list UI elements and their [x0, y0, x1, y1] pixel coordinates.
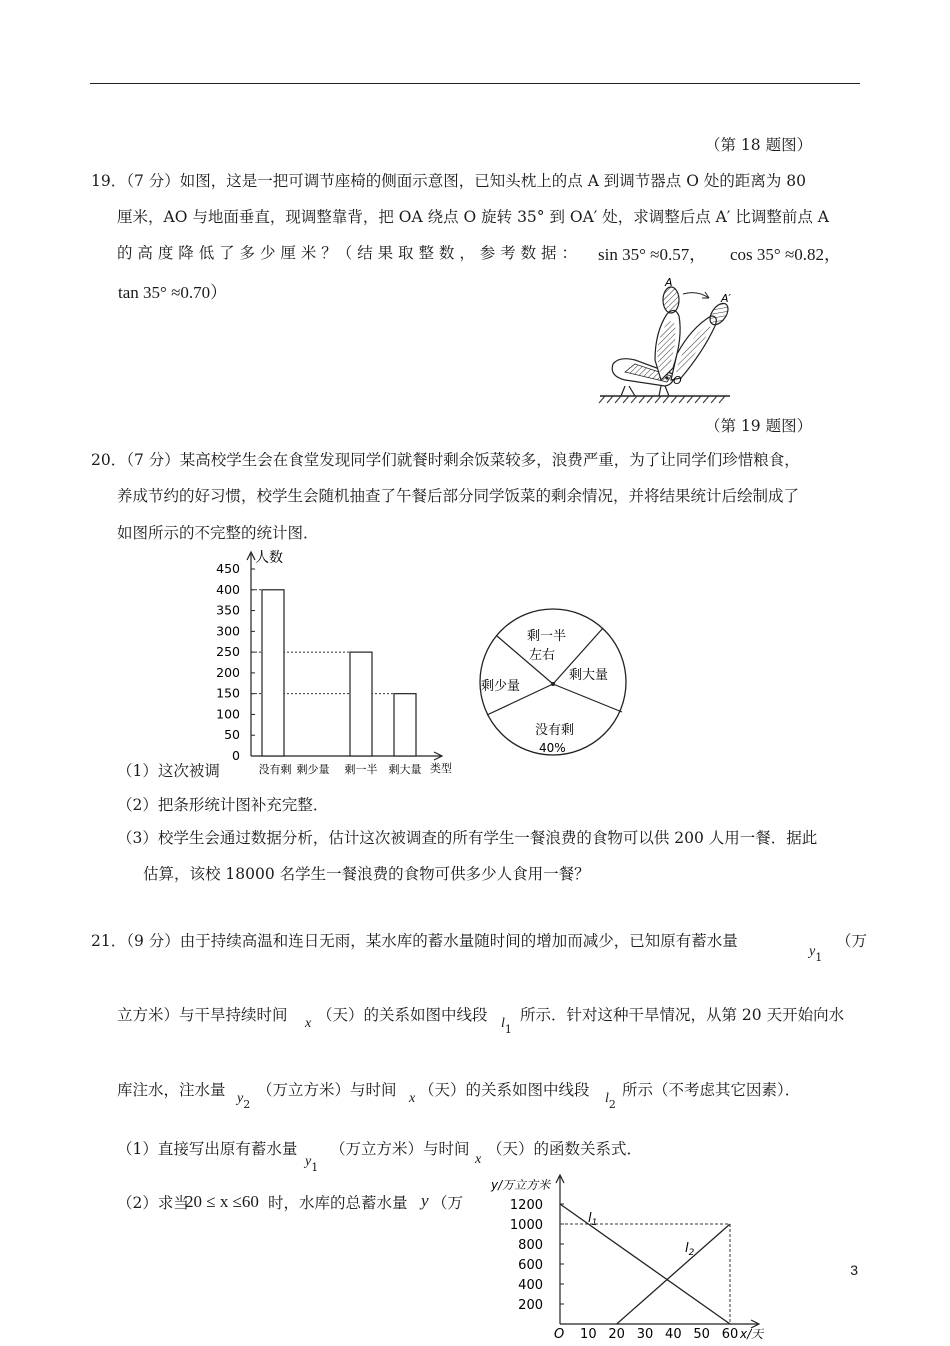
series-label-l1: $l_1$ — [588, 1211, 598, 1228]
q21-line-3c: （天）的关系如图中线段 — [419, 1081, 590, 1099]
line-x-tick-label: 60 — [721, 1327, 739, 1342]
bar-category-label: 剩大量 — [388, 763, 422, 776]
bar-y-tick-label: 300 — [216, 623, 240, 639]
bar-chart-y-label: 人数 — [255, 550, 283, 566]
q21-sub-1b: （万立方米）与时间 — [330, 1140, 470, 1158]
q21-var-y1: $y_1$ — [305, 1154, 319, 1174]
bar-y-tick-label: 100 — [216, 706, 240, 722]
q21-sub-2-inequality: 20 ≤ x ≤60 — [185, 1192, 259, 1211]
line-x-tick-label: 50 — [693, 1327, 710, 1342]
q21-line-3a: 库注水，注水量 — [117, 1081, 226, 1099]
bar-category-label: 剩少量 — [296, 763, 330, 776]
rotation-arrow — [683, 293, 709, 298]
line-x-tick-label: 40 — [665, 1327, 682, 1342]
bar-category-label: 剩一半 — [344, 763, 378, 776]
q21-sub-2b: 时，水库的总蓄水量 — [268, 1194, 408, 1212]
q21-var-x: x — [475, 1152, 482, 1167]
series-l2 — [617, 1224, 730, 1324]
label-a: A — [665, 276, 673, 289]
bar-2 — [350, 652, 372, 756]
q21-line-1b: （万 — [836, 932, 868, 950]
bar-y-tick-label: 200 — [216, 664, 240, 680]
q20-sub-1: （1）这次被调 — [117, 762, 220, 780]
q20-line-3: 如图所示的不完整的统计图． — [117, 524, 319, 542]
line-x-tick-label: 20 — [608, 1327, 625, 1342]
bar-category-label: 没有剩 — [258, 763, 292, 776]
label-o: O — [673, 374, 682, 387]
q21-var-l1: $l_1$ — [501, 1016, 512, 1036]
line-y-tick-label: 400 — [518, 1278, 543, 1293]
q21-line-2b: （天）的关系如图中线段 — [317, 1006, 488, 1024]
seat-legs — [621, 386, 669, 396]
header-rule — [90, 83, 860, 84]
q19-cos-value: cos 35° ≈0.82， — [730, 245, 842, 264]
q21-var-y: y — [421, 1191, 429, 1210]
pie-label-half-suffix: 左右 — [529, 648, 556, 663]
line-y-tick-label: 600 — [518, 1258, 543, 1273]
q21-line-1a: 21．（9 分）由于持续高温和连日无雨，某水库的蓄水量随时间的增加而减少，已知原有蓄水量 — [91, 932, 738, 950]
pivot-point-o — [665, 376, 668, 379]
bar-y-tick-label: 450 — [216, 561, 240, 576]
bar-chart-x-label: 类型 — [430, 762, 452, 775]
series-l1 — [560, 1204, 730, 1324]
q21-line-2a: 立方米）与干旱持续时间 — [117, 1006, 288, 1024]
figure-18-caption: （第 18 题图） — [705, 136, 813, 154]
q20-line-2: 养成节约的好习惯，校学生会随机抽查了午餐后部分同学饭菜的剩余情况，并将结果统计后绘制成了 — [117, 487, 800, 505]
q19-sin-value: sin 35° ≈0.57， — [598, 245, 707, 264]
pie-label-none: 没有剩 — [535, 723, 575, 738]
q21-var-x: x — [409, 1091, 416, 1106]
q19-line-3-text: 的 高 度 降 低 了 多 少 厘 米 ？（ 结 果 取 整 数 ， 参 考 数 据 ： — [117, 244, 577, 262]
q21-sub-2c: （万 — [432, 1194, 464, 1212]
q20-line-1: 20．（7 分）某高校学生会在食堂发现同学们就餐时剩余饭菜较多，浪费严重，为了让同学们珍惜粮食， — [91, 451, 800, 469]
bar-chart — [205, 548, 460, 778]
line-x-tick-label: 30 — [636, 1327, 654, 1342]
line-chart-x-label: x/天 — [740, 1327, 764, 1341]
q21-var-x: x — [305, 1016, 312, 1031]
pie-center — [551, 682, 555, 686]
figure-19-seat-diagram — [595, 272, 755, 407]
pie-label-half: 剩一半 — [527, 629, 567, 644]
bar-y-tick-label: 400 — [216, 581, 240, 597]
q21-var-y2: $y_2$ — [237, 1091, 251, 1111]
q19-line-2: 厘米，AO 与地面垂直，现调整靠背，把 OA 绕点 O 旋转 35° 到 OA′ 处，求调整后点 A′ 比调整前点 A — [117, 208, 829, 226]
ground-hatch — [599, 396, 725, 403]
bar-y-tick-label: 250 — [216, 644, 240, 660]
bar-y-tick-label: 50 — [224, 727, 240, 743]
bar-y-tick-label: 0 — [232, 748, 240, 763]
q20-sub-2: （2）把条形统计图补充完整． — [117, 796, 329, 814]
pie-chart — [475, 604, 631, 760]
pie-label-much: 剩大量 — [569, 668, 609, 683]
line-y-tick-label: 1000 — [509, 1218, 543, 1233]
series-label-l2: $l_2$ — [685, 1241, 695, 1258]
q19-line-1: 19．（7 分）如图，这是一把可调节座椅的侧面示意图，已知头枕上的点 A 到调节器点 O 处的距离为 80 — [91, 172, 807, 190]
bar-3 — [394, 694, 416, 756]
line-y-tick-label: 200 — [518, 1298, 543, 1313]
q21-sub-1a: （1）直接写出原有蓄水量 — [117, 1140, 298, 1158]
label-a-prime: A′ — [721, 292, 732, 305]
q21-var-l2: $l_2$ — [605, 1091, 616, 1111]
line-chart — [480, 1172, 780, 1344]
line-chart-y-label: y/万立方米 — [491, 1178, 551, 1192]
q21-var-y1: $y_1$ — [809, 944, 823, 964]
line-x-tick-label: 10 — [580, 1327, 597, 1342]
q20-sub-3a: （3）校学生会通过数据分析，估计这次被调查的所有学生一餐浪费的食物可以供 200 人用一餐．据此 — [117, 829, 818, 847]
line-y-tick-label: 800 — [518, 1238, 543, 1253]
figure-19-caption: （第 19 题图） — [705, 417, 813, 435]
bar-0 — [262, 590, 284, 756]
line-y-tick-label: 1200 — [509, 1198, 543, 1213]
q21-sub-2a: （2）求当 — [117, 1194, 189, 1212]
bar-y-tick-label: 350 — [216, 602, 240, 618]
q21-line-3d: 所示（不考虑其它因素）． — [622, 1081, 801, 1099]
q19-line-3 — [117, 241, 577, 263]
q21-line-2c: 所示．针对这种干旱情况，从第 20 天开始向水 — [520, 1006, 845, 1024]
q21-sub-1c: （天）的函数关系式． — [487, 1140, 643, 1158]
q19-tan-value: tan 35° ≈0.70） — [118, 283, 228, 302]
q20-sub-3b: 估算，该校 18000 名学生一餐浪费的食物可供多少人食用一餐？ — [143, 865, 590, 883]
pie-label-none-pct: 40% — [539, 741, 566, 755]
headrest-original — [663, 287, 679, 313]
pie-label-little: 剩少量 — [481, 679, 521, 694]
q21-line-3b: （万立方米）与时间 — [257, 1081, 397, 1099]
page-number: 3 — [850, 1262, 858, 1278]
line-chart-origin: O — [554, 1327, 565, 1342]
bar-y-tick-label: 150 — [216, 685, 240, 701]
